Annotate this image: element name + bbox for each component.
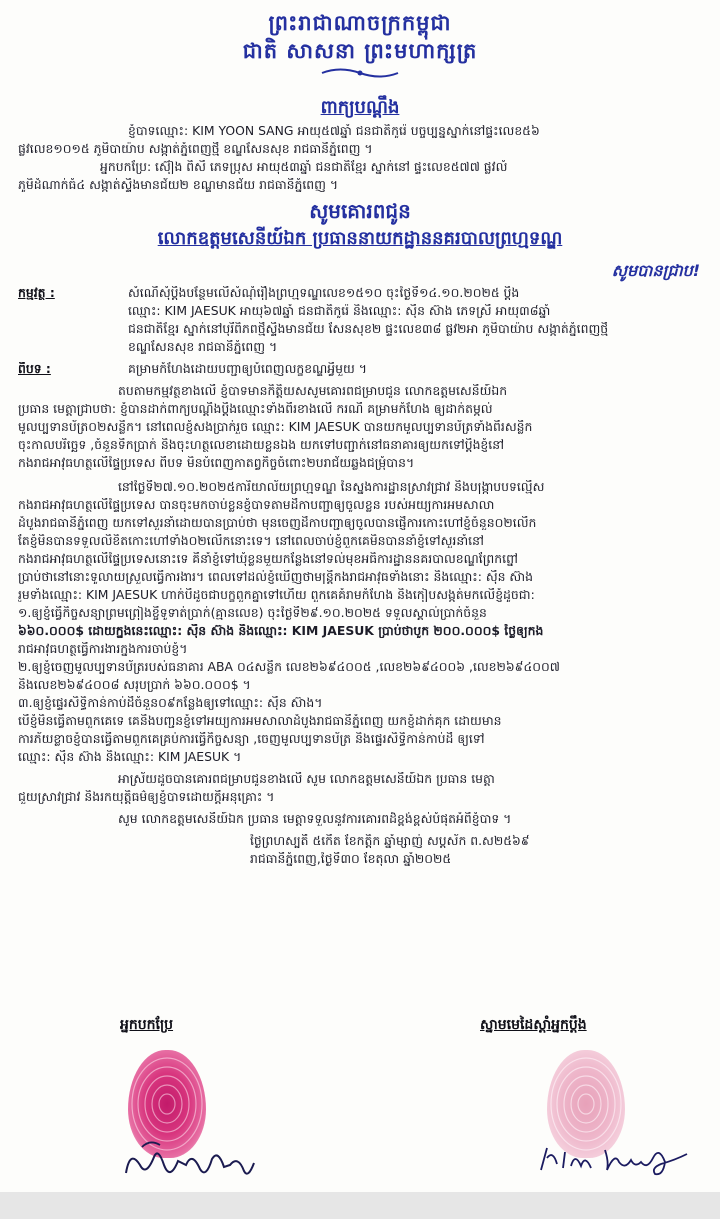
intro-line: ខ្ញុំបាទឈ្មោះ: KIM YOON SANG អាយុ៥៧ឆ្នាំ ជនជាតិកូរ៉េ បច្ចុប្បន្នស្នាក់នៅផ្ទះលេខ៥៦ bbox=[128, 124, 540, 138]
bottom-strip bbox=[0, 1192, 720, 1219]
body-line: ជួយស្រាវជ្រាវ និងរកយុត្តិធម៌ឲ្យខ្ញុំបាទដោយក្តីអនុគ្រោះ ។ bbox=[18, 790, 275, 804]
intro-line: ភូមិដំណាក់ធំ៤ សង្កាត់ស្ទឹងមានជ័យ២ ខណ្ឌមានជ័យ រាជធានីភ្នំពេញ ។ bbox=[18, 178, 339, 192]
body-line: ចុះកាលបរិច្ឆេទ ,ចំនួនទឹកប្រាក់ និងចុះហត្ថលេខាដោយខ្លួនឯង យកទៅបញ្ជាក់នៅធនាគារឲ្យយកទៅប្តឹងខ្ញុំនៅ bbox=[18, 438, 505, 452]
body-line: សូម លោកឧត្តមសេនីយ៍ឯក ប្រធាន មេត្តាទទួលនូវការគោរពដ៏ខ្ពង់ខ្ពស់បំផុតអំពីខ្ញុំបាទ ។ bbox=[118, 812, 512, 826]
body-line: ឈ្មោះ: ស៊ីន ស៊ាង និងឈ្មោះ: KIM JAESUK ។ bbox=[18, 750, 242, 764]
date-lunar: ថ្ងៃព្រហស្បតិ៍ ៥កើត ខែកត្តិក ឆ្នាំម្សាញ់ សប្តស័ក ព.ស២៥៦៩ bbox=[250, 834, 530, 848]
document-title: ពាក្យបណ្តឹង bbox=[320, 97, 400, 118]
body-line: និងលេខ២៦៩៤០០៨ សរុបប្រាក់ ៦៦០.០០០$ ។ bbox=[18, 678, 251, 692]
subject-line: ខណ្ឌសែនសុខ រាជធានីភ្នំពេញ ។ bbox=[128, 340, 278, 354]
recipient-heading: លោកឧត្តមសេនីយ៍ឯក ប្រធាននាយកដ្ឋាននគរបាលព្រហ្មទណ្ឌ bbox=[157, 228, 563, 249]
offense-label: ពីបទ : bbox=[18, 362, 51, 376]
body-line: ប្រធាន មេត្តាជ្រាបថា: ខ្ញុំបានដាក់ពាក្យបណ្តឹងប្តឹងឈ្មោះទាំងពីរខាងលើ ករណី គម្រាមកំហែង ឲ្យដាក់តម្កល់ bbox=[18, 402, 493, 416]
plaintiff-label: ស្នាមមេដៃស្តាំអ្នកប្តឹង bbox=[480, 1017, 587, 1033]
body-line: ៣.ឲ្យខ្ញុំផ្ទេរសិទ្ធិកាន់កាប់ដីចំនួន០៩កន្លែងឲ្យទៅឈ្មោះ: ស៊ីន ស៊ាង។ bbox=[18, 696, 323, 710]
body-line: ១.ឲ្យខ្ញុំធ្វើកិច្ចសន្យាព្រមព្រៀងខ្ចីទូទាត់ប្រាក់(គ្មានលេខ) ចុះថ្ងៃទី២៩.១០.២០២៥ ទទួលស្គាល់ប្រាក់ចំនួន bbox=[18, 606, 487, 620]
body-line: រាជអាវុធហត្ថធ្វើការងារក្នុងការចាប់ខ្ញុំ។ bbox=[18, 642, 188, 656]
subject-label: កម្មវត្ថុ : bbox=[18, 286, 55, 300]
greeting-text: សូមបានជ្រាប! bbox=[611, 261, 700, 280]
subject-line: ជនជាតិខ្មែរ ស្នាក់នៅបុរីពិភពថ្មីស្ទឹងមានជ័យ សែនសុខ២ ផ្ទះលេខ៣៨ ផ្លូវ២អា ភូមិបាយ៉ាប សង្កាត់ភ្នំពេញថ្មី bbox=[128, 322, 609, 336]
national-motto: ជាតិ សាសនា ព្រះមហាក្សត្រ bbox=[242, 39, 478, 63]
body-line: កងរាជអាវុធហត្ថលើផ្ទៃប្រទេស ពីបទ មិនបំពេញកាតព្វកិច្ចចំពោះ២បរាជ័យឆ្លងជម្រុំបាន។ bbox=[18, 456, 415, 470]
ornament-divider-icon bbox=[320, 66, 400, 80]
intro-line: អ្នកបកប្រែ: ស៊ៀង ពិសី ភេទប្រុស អាយុ៥៣ឆ្នាំ ជនជាតិខ្មែរ ស្នាក់នៅ ផ្ទះលេខ៥៧៧ ផ្លូវលំ bbox=[100, 160, 508, 174]
kingdom-heading: ព្រះរាជាណាចក្រកម្ពុជា bbox=[268, 11, 452, 35]
body-line: ការភ័យខ្លាចខ្ញុំបានធ្វើតាមពួកគេគ្រប់ការធ្វើកិច្ចសន្យា ,ចេញមូលប្បទានប័ត្រ និងផ្ទេរសិទ្ធិកាន់កាប់ដី ឲ្យទៅ bbox=[18, 732, 485, 746]
body-line: រួមទាំងឈ្មោះ: KIM JAESUK ហាក់បីដូចជាបក្ខពួកគ្នាទៅហើយ ពួកគេគំរាមកំហែង និងកៀបសង្កត់មកលើខ្ញុំដូចជា: bbox=[18, 588, 535, 602]
date-solar: រាជធានីភ្នំពេញ,ថ្ងៃទី៣០ ខែតុលា ឆ្នាំ២០២៥ bbox=[250, 852, 452, 866]
body-line: កងរាជអាវុធហត្ថលើផ្ទៃប្រទេសនោះទេ គឺនាំខ្ញុំទៅឃុំខ្លួនមួយកន្លែងនៅទល់មុខអធិការដ្ឋាននគរបាលខណ្ឌព្រែកព្នៅ bbox=[18, 552, 518, 566]
respect-heading: សូមគោរពជូន bbox=[309, 199, 411, 223]
body-line: មូលប្បទានប័ត្រ០២សន្លឹក។ នៅពេលខ្ញុំសងប្រាក់រួច ឈ្មោះ: KIM JAESUK បានយកមូលប្បទានប័ត្រទាំងពីរសន្លឹក bbox=[18, 420, 533, 434]
body-line: តែខ្ញុំមិនបានទទួលលិខិតកោះហៅទាំង០២លើកនោះទេ។ នៅពេលចាប់ខ្ញុំពួកគេមិនបាននាំខ្ញុំទៅសួរនាំនៅ bbox=[18, 534, 484, 548]
body-line: ២.ឲ្យខ្ញុំចេញមូលប្បទានប័ត្ររបស់ធនាគារ ABA ០៤សន្លឹក លេខ២៦៩៤០០៥ ,លេខ២៦៩៤០០៦ ,លេខ២៦៩៤០០៧ bbox=[18, 660, 560, 674]
body-line: បើខ្ញុំមិនធ្វើតាមពួកគេទេ គេនឹងបញ្ជូនខ្ញុំទៅអយ្យការអមសាលាដំបូងរាជធានីភ្នំពេញ យកខ្ញុំដាក់គុក ដោយមាន bbox=[18, 714, 502, 728]
body-line: អាស្រ័យដូចបានគោរពជម្រាបជូនខាងលើ សូម លោកឧត្តមសេនីយ៍ឯក ប្រធាន មេត្តា bbox=[118, 772, 495, 786]
subject-line: ឈ្មោះ: KIM JAESUK អាយុ៦៧ឆ្នាំ ជនជាតិកូរ៉េ និងឈ្មោះ: ស៊ីន ស៊ាង ភេទស្រី អាយុ៣៨ឆ្នាំ bbox=[128, 304, 551, 318]
subject-line: សំណើសុំប្តឹងបន្ថែមលើសំណុំរឿងព្រហ្មទណ្ឌលេខ១៥១០ ចុះថ្ងៃទី១៤.១០.២០២៥ ប្តឹង bbox=[128, 286, 520, 300]
body-line: ប្រាប់ថានៅនោះទូលាយស្រួលធ្វើការងារ។ ពេលទៅដល់ខ្ញុំឃើញថាមន្ត្រីកងរាជអាវុធទាំងនោះ និងឈ្មោះ: ស៊ីន ស៊ាង bbox=[18, 570, 534, 584]
intro-line: ផ្លូវលេខ១០១៥ ភូមិបាយ៉ាប សង្កាត់ភ្នំពេញថ្មី ខណ្ឌសែនសុខ រាជធានីភ្នំពេញ ។ bbox=[18, 142, 373, 156]
body-line: តបតាមកម្មវត្ថុខាងលើ ខ្ញុំបាទមានកិត្តិយសសូមគោរពជម្រាបជូន លោកឧត្តមសេនីយ៍ឯក bbox=[118, 384, 508, 398]
body-line: នៅថ្ងៃទី២៧.១០.២០២៥ការិយាល័យព្រហ្មទណ្ឌ នៃស្នងការដ្ឋានស្រាវជ្រាវ និងបង្ក្រាបបទល្មើស bbox=[118, 480, 545, 494]
translator-label: អ្នកបកប្រែ bbox=[120, 1017, 174, 1033]
body-line: កងរាជអាវុធហត្ថលើផ្ទៃប្រទេស បានចុះមកចាប់ខ្លួនខ្ញុំបាទតាមដីកាបញ្ជាឲ្យចូលខ្លួន របស់អយ្យការអមសាលា bbox=[18, 498, 495, 512]
body-line: ៦៦០.០០០$ ដោយក្នុងនេះឈ្មោះ: ស៊ីន ស៊ាង និងឈ្មោះ: KIM JAESUK ប្រាប់ថាបូក ២០០.០០០$ ថ្លៃឲ្យកង bbox=[18, 624, 544, 638]
plaintiff-signature-icon bbox=[535, 1140, 695, 1182]
body-line: ដំបូងរាជធានីភ្នំពេញ យកទៅសួរនាំដោយបានប្រាប់ថា មុនចេញដីកាបញ្ជាឲ្យចូលបានផ្ញើការកោះហៅខ្ញុំចំនួន០២លើក bbox=[18, 516, 537, 530]
offense-text: គម្រាមកំហែងដោយបញ្ជាឲ្យបំពេញលក្ខខណ្ឌអ្វីមួយ ។ bbox=[128, 362, 367, 376]
translator-signature-icon bbox=[120, 1135, 260, 1187]
